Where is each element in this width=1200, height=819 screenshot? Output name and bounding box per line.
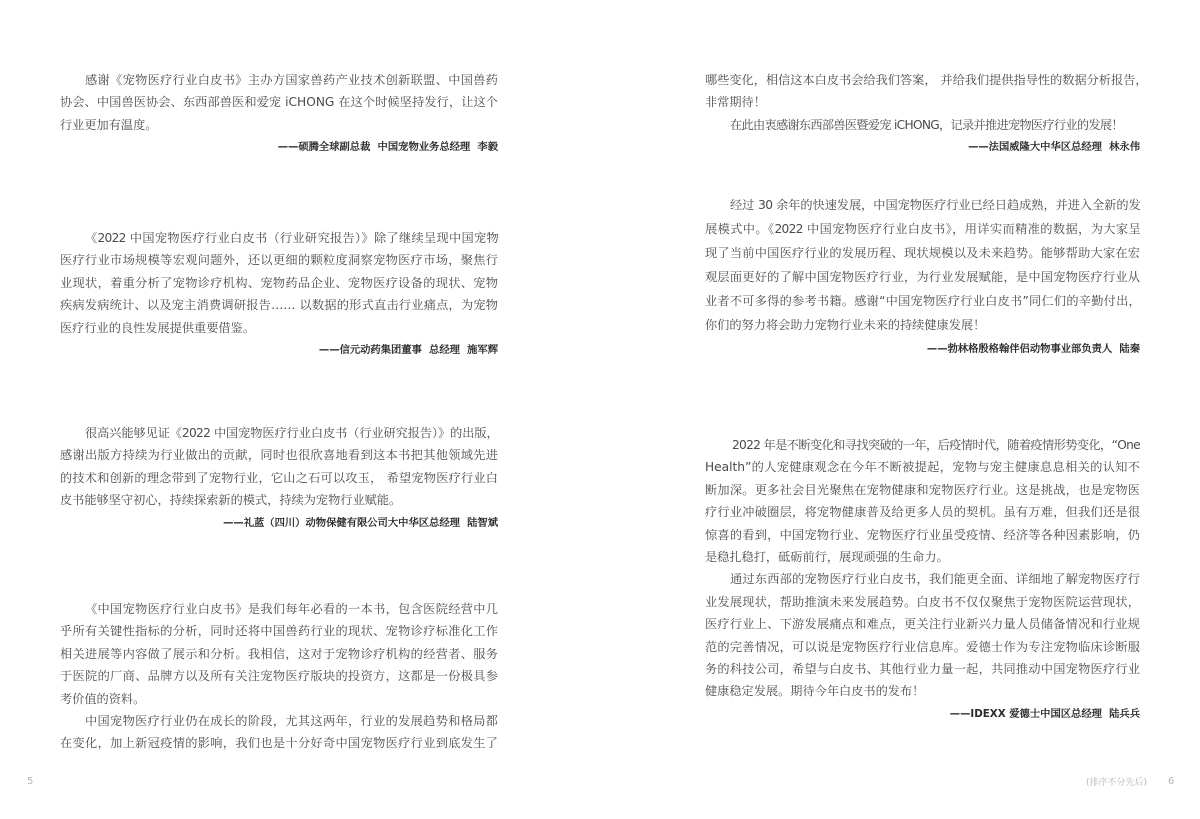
testimonial-block bbox=[705, 193, 1140, 362]
testimonial-line: 务的科技公司，希望与白皮书、其他行业力量一起，共同推动中国宠物医疗行业 bbox=[705, 661, 1140, 676]
testimonial-line: 断加深。更多社会目光聚焦在宠物健康和宠物医疗行业。这是挑战，也是宠物医 bbox=[705, 482, 1140, 497]
testimonial-signature: ——勃林格殷格翰伴侣动物事业部负责人 陆秦 bbox=[926, 343, 1140, 355]
testimonial-line: 疗行业冲破圈层，将宠物健康普及给更多人员的契机。虽有万难，但我们还是很 bbox=[705, 505, 1140, 520]
testimonial-line: 你们的努力将会助力宠物行业未来的持续健康发展！ bbox=[705, 318, 986, 332]
testimonial-line: 业发展现状，帮助推演未来发展趋势。白皮书不仅仅聚焦于宠物医院运营现状， bbox=[705, 594, 1140, 609]
testimonial-block bbox=[60, 69, 498, 158]
testimonial-block bbox=[705, 434, 1140, 725]
testimonial-signature: ——礼蓝（四川）动物保健有限公司大中华区总经理 陆智斌 bbox=[223, 516, 498, 529]
testimonial-block bbox=[705, 69, 1148, 158]
testimonial-line: 医疗行业的良性发展提供重要借鉴。 bbox=[60, 320, 255, 335]
testimonial-line: 2022 年是不断变化和寻找突破的一年，后疫情时代，随着疫情形势变化，“One bbox=[732, 438, 1140, 452]
testimonial-line: 惊喜的看到，中国宠物行业、宠物医疗行业虽受疫情、经济等各种因素影响，仍 bbox=[705, 527, 1140, 542]
testimonial-line: 哪些变化，相信这本白皮书会给我们答案， 并给我们提供指导性的数据分析报告， bbox=[705, 73, 1148, 87]
testimonial-line: 考价值的资料。 bbox=[60, 691, 146, 706]
testimonial-line: 在此由衷感谢东西部兽医暨爱宠 iCHONG，记录并推进宠物医疗行业的发展！ bbox=[730, 117, 1123, 132]
testimonial-line: 行业更加有温度。 bbox=[60, 117, 158, 132]
ordering-note: (排序不分先后) bbox=[1086, 778, 1148, 788]
testimonial-line: 皮书能够坚守初心，持续探索新的模式，持续为宠物行业赋能。 bbox=[60, 493, 402, 508]
testimonial-line: 通过东西部的宠物医疗行业白皮书，我们能更全面、详细地了解宠物医疗行 bbox=[730, 572, 1140, 587]
testimonial-line: 健康稳定发展。期待今年白皮书的发布！ bbox=[705, 684, 925, 699]
testimonial-signature: ——信元动药集团董事 总经理 施军辉 bbox=[318, 343, 498, 356]
page-number: 6 bbox=[1168, 776, 1175, 787]
testimonial-line: 协会、中国兽医协会、东西部兽医和爱宠 iCHONG 在这个时候坚持发行，让这个 bbox=[60, 95, 498, 110]
testimonial-line: 经过 30 余年的快速发展，中国宠物医疗行业已经日趋成熟，并进入全新的发 bbox=[730, 198, 1140, 212]
testimonial-block bbox=[60, 598, 498, 755]
testimonial-line: 在变化，加上新冠疫情的影响，我们也是十分好奇中国宠物医疗行业到底发生了 bbox=[60, 736, 498, 751]
testimonial-line: 疾病发病统计、以及宠主消费调研报告…… 以数据的形式直击行业痛点，为宠物 bbox=[60, 298, 498, 313]
testimonial-line: 很高兴能够见证《2022 中国宠物医疗行业白皮书（行业研究报告）》的出版， bbox=[85, 426, 498, 440]
testimonial-line: 感谢出版方持续为行业做出的贡献，同时也很欣喜地看到这本书把其他领域先进 bbox=[60, 448, 498, 463]
testimonial-line: 现了当前中国医疗行业的发展历程、现状规模以及未来趋势。能够帮助大家在宏 bbox=[705, 246, 1140, 260]
testimonial-signature: ——硕腾全球副总裁 中国宠物业务总经理 李毅 bbox=[277, 141, 498, 154]
testimonial-line: 感谢《宠物医疗行业白皮书》主办方国家兽药产业技术创新联盟、中国兽药 bbox=[85, 73, 498, 87]
testimonial-line: 的技术和创新的理念带到了宠物行业，它山之石可以攻玉， 希望宠物医疗行业白 bbox=[60, 470, 498, 485]
testimonial-line: Health”的人宠健康观念在今年不断被提起，宠物与宠主健康息息相关的认知不 bbox=[705, 460, 1140, 475]
testimonial-line: 中国宠物医疗行业仍在成长的阶段，尤其这两年，行业的发展趋势和格局都 bbox=[85, 713, 498, 728]
testimonial-line: 非常期待！ bbox=[705, 95, 766, 110]
testimonial-line: 业者不可多得的参考书籍。感谢“中国宠物医疗行业白皮书”同仁们的辛勤付出， bbox=[705, 294, 1140, 308]
right-page bbox=[600, 0, 1200, 819]
testimonial-line: 观层面更好的了解中国宠物医疗行业，为行业发展赋能，是中国宠物医疗行业从 bbox=[705, 270, 1140, 284]
testimonial-line: 《中国宠物医疗行业白皮书》是我们每年必看的一本书，包含医院经营中几 bbox=[85, 602, 498, 616]
testimonial-line: 范的完善情况，可以说是宠物医疗行业信息库。爱德士作为专注宠物临床诊断服 bbox=[705, 639, 1140, 654]
testimonial-line: 医疗行业市场规模等宏观问题外，还以更细的颗粒度洞察宠物医疗市场，聚焦行 bbox=[60, 253, 498, 268]
testimonial-signature: ——IDEXX 爱德士中国区总经理 陆兵兵 bbox=[949, 707, 1140, 720]
testimonial-signature: ——法国威隆大中华区总经理 林永伟 bbox=[968, 141, 1140, 154]
testimonial-line: 业现状，着重分析了宠物诊疗机构、宠物药品企业、宠物医疗设备的现状、宠物 bbox=[60, 275, 498, 290]
testimonial-block bbox=[60, 422, 498, 534]
testimonial-block bbox=[60, 227, 498, 361]
testimonial-line: 医疗行业上、下游发展痛点和难点，更关注行业新兴力量人员储备情况和行业规 bbox=[705, 617, 1140, 632]
testimonial-line: 展模式中。《2022 中国宠物医疗行业白皮书》，用详实而精准的数据，为大家呈 bbox=[705, 222, 1140, 236]
testimonial-line: 于医院的厂商、品牌方以及所有关注宠物医疗版块的投资方，这都是一份极具参 bbox=[60, 669, 498, 684]
testimonial-line: 乎所有关键性指标的分析，同时还将中国兽药行业的现状、宠物诊疗标准化工作 bbox=[60, 624, 498, 639]
testimonial-line: 《2022 中国宠物医疗行业白皮书（行业研究报告）》除了继续呈现中国宠物 bbox=[85, 231, 498, 245]
testimonial-line: 相关进展等内容做了展示和分析。我相信，这对于宠物诊疗机构的经营者、服务 bbox=[60, 646, 498, 661]
testimonial-line: 是稳扎稳打，砥砺前行，展现顽强的生命力。 bbox=[705, 549, 949, 564]
page-number: 5 bbox=[27, 776, 34, 787]
